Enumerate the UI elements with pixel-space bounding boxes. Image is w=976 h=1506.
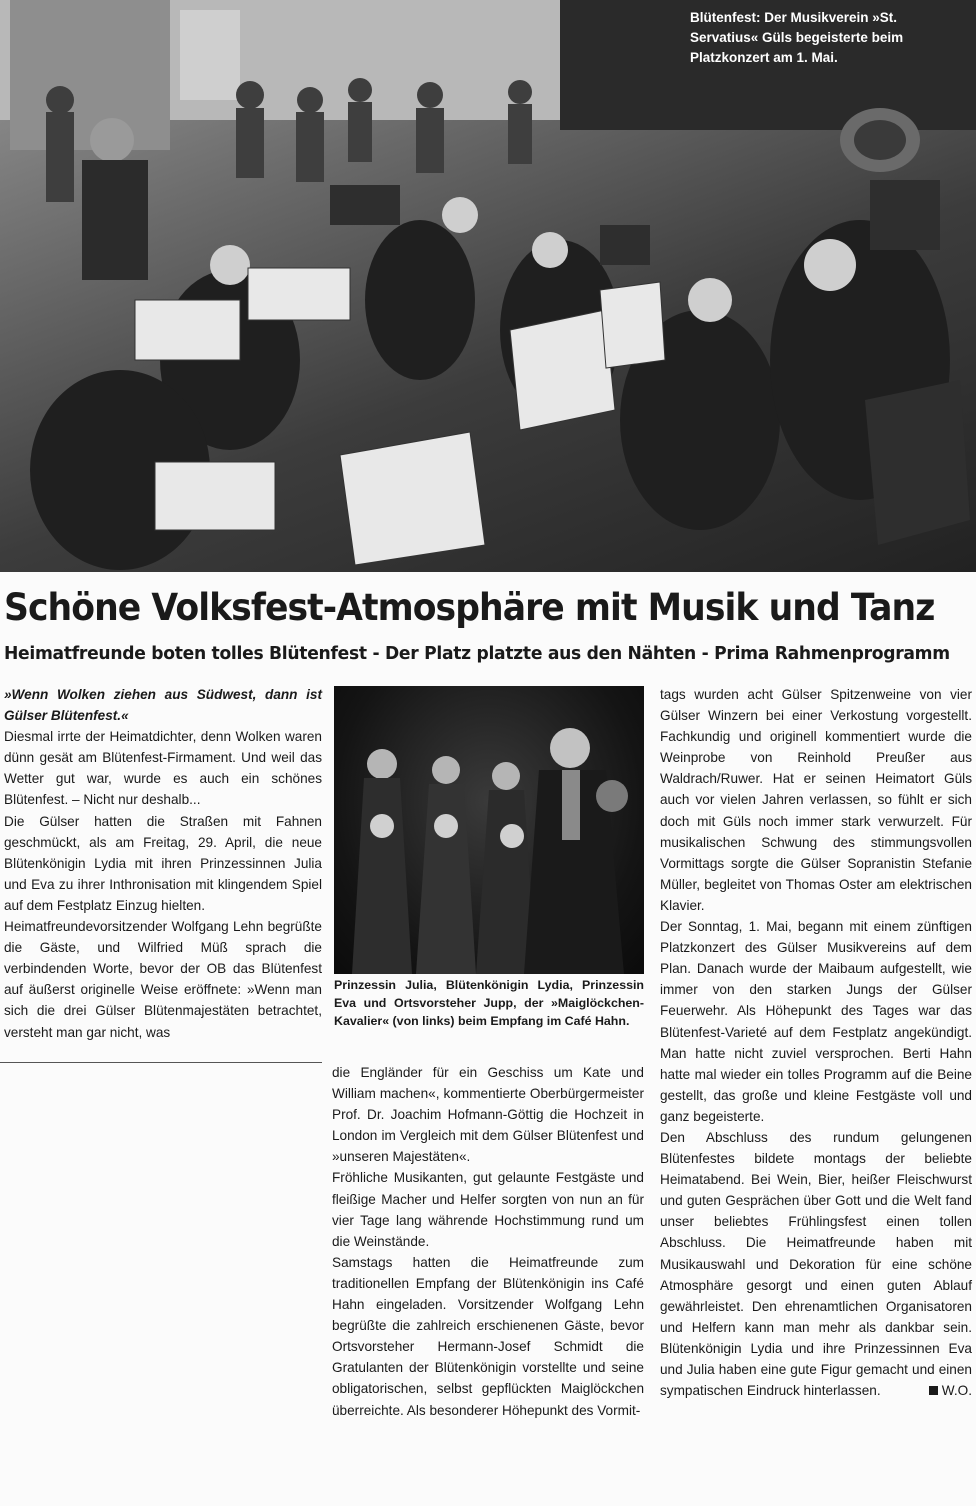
article-lead-quote: »Wenn Wolken ziehen aus Südwest, dann ist Gülser Blütenfest.«	[4, 687, 322, 724]
article-column-1	[4, 684, 322, 1043]
article-headline: Schöne Volksfest-Atmosphäre mit Musik und Tanz	[4, 586, 935, 629]
orchestra-photo-illustration	[0, 0, 976, 572]
photo-caption-mid: Prinzessin Julia, Blütenkönigin Lydia, Prinzessin Eva und Ortsvorsteher Jupp, der »Maiglöckchen-Kavalier« (von links) beim Empfang im Café Hahn.	[334, 978, 644, 1028]
paragraph: die Engländer für ein Geschiss um Kate und William machen«, kommentierte Oberbürgermeister Prof. Dr. Joachim Hofmann-Göttig die Hochzeit in London im Vergleich mit dem Gülser Blütenfest und »unseren Majestäten«.	[332, 1065, 644, 1165]
photo-caption-top: Blütenfest: Der Musikverein »St. Servatius« Güls begeisterte beim Platzkonzert am 1. Mai.	[690, 10, 904, 65]
article-column-3	[660, 684, 972, 1401]
orchestra-photo	[0, 0, 976, 572]
paragraph: Fröhliche Musikanten, gut gelaunte Festgäste und fleißige Macher und Helfer sorgten von nun an für vier Tage lang währende Hochstimmung rund um die Weinstände.	[332, 1170, 644, 1249]
signature-square-icon	[929, 1386, 938, 1395]
paragraph: Heimatfreundevorsitzender Wolfgang Lehn begrüßte die Gäste, und Wilfried Müß sprach die verbindenden Worte, bevor der OB das Blütenfest auf äußerst originelle Weise eröffnete: »Wenn man sich die drei Gülser Blütenmajestäten betrachtet, versteht man gar nicht, was	[4, 919, 322, 1040]
column-divider	[0, 1062, 322, 1063]
paragraph: Diesmal irrte der Heimatdichter, denn Wolken waren dünn gesät am Blütenfest-Firmament. Und weil das Wetter gut war, wurde es auch ein schönes Blütenfest. – Nicht nur deshalb...	[4, 729, 322, 808]
article-subheadline: Heimatfreunde boten tolles Blütenfest - Der Platz platzte aus den Nähten - Prima Rahmenprogramm	[4, 644, 950, 664]
author-signature	[929, 1380, 972, 1401]
paragraph: Samstags hatten die Heimatfreunde zum traditionellen Empfang der Blütenkönigin ins Café Hahn eingeladen. Vorsitzender Wolfgang Lehn begrüßte die zahlreich erschienenen Gäste, bevor Ortsvorsteher Hermann-Josef Schmidt die Gratulanten der Blütenkönigin vorstellte und seine obligatorischen, selbst gepflückten Maiglöckchen überreichte. Als besonderer Höhepunkt des Vormit-	[332, 1254, 644, 1418]
paragraph	[660, 1127, 972, 1401]
paragraph-text: Den Abschluss des rundum gelungenen Blütenfestes bildete montags der beliebte Heimatabend. Bei Wein, Bier, heißer Fleischwurst und guten Gesprächen über Gott und die Welt fand unser beliebtes Frühlingsfest einen tollen Abschluss. Die Heimatfreunde haben mit Musikauswahl und Dekoration für eine schöne Atmosphäre gesorgt und einen guten Ablauf gewährleistet. Den ehrenamtlichen Organisatoren und Helfern kann man mehr als dankbar sein. Blütenkönigin Lydia und ihre Prinzessinnen Eva und Julia haben eine gute Figur gemacht und einen sympatischen Eindruck hinterlassen.	[660, 1129, 972, 1399]
article-column-2	[332, 1062, 644, 1421]
blossom-queen-photo	[334, 686, 644, 974]
paragraph: tags wurden acht Gülser Spitzenweine von vier Gülser Winzern bei einer Verkostung vorgestellt. Fachkundig und originell kommentiert wurde die Weinprobe von Reinhold Preußer aus Waldrach/Ruwer. Hat er seinen Heimatort Güls auch vor vielen Jahren verlassen, so fühlt er sich doch mit Güls noch immer stark verwurzelt. Für musikalischen Schwung des stimmungsvollen Vormittags sorgte die Gülser Sopranistin Stefanie Müller, begleitet von Thomas Oster am elektrischen Klavier.	[660, 687, 972, 913]
paragraph: Die Gülser hatten die Straßen mit Fahnen geschmückt, als am Freitag, 29. April, die neue Blütenkönigin Lydia mit ihren Prinzessinnen Julia und Eva zu ihrer Inthronisation mit klingendem Spiel auf dem Festplatz Einzug hielten.	[4, 813, 322, 913]
paragraph: Der Sonntag, 1. Mai, begann mit einem zünftigen Platzkonzert des Gülser Musikvereins auf dem Plan. Danach wurde der Maibaum aufgestellt, wie immer von den starken Jungs der Gülser Feuerwehr. Als Höhepunkt des Tages war das Blütenfest-Varieté auf dem Festplatz angekündigt. Man hatte nicht zuviel versprochen. Berti Hahn hatte mal wieder ein tolles Programm auf die Beine gestellt, das große und kleine Festgäste voll und ganz begeisterte.	[660, 919, 972, 1124]
blossom-queen-photo-illustration	[334, 686, 644, 974]
signature-text: W.O.	[941, 1383, 972, 1399]
